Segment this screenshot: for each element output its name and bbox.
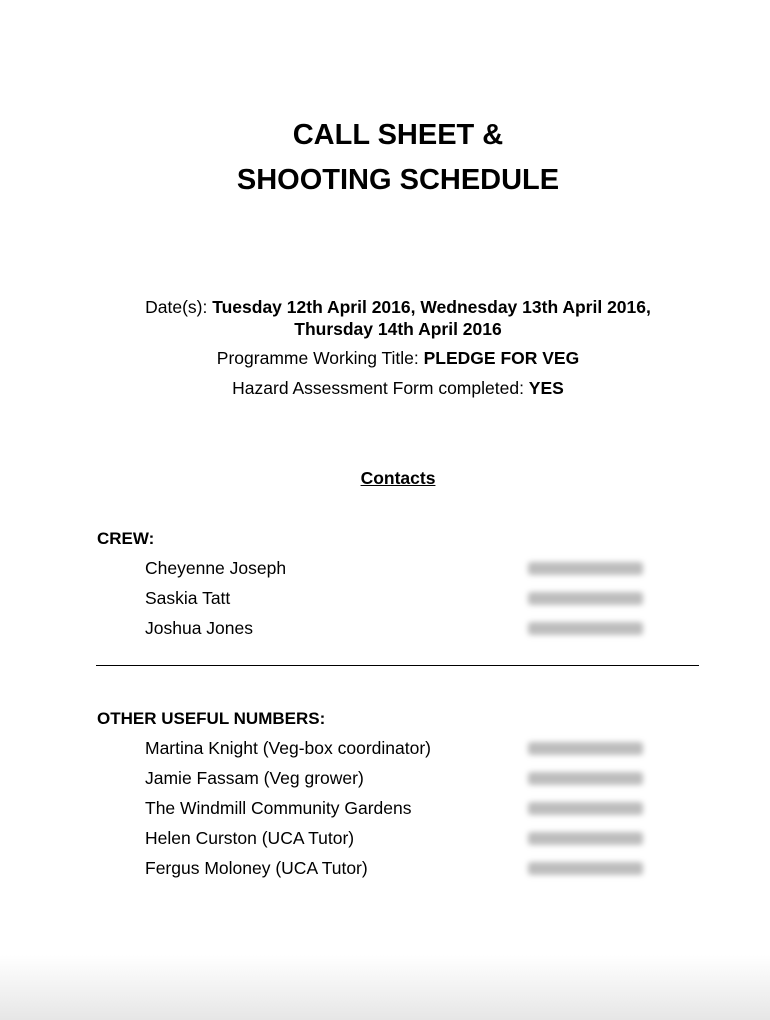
hazard-label: Hazard Assessment Form completed:	[232, 378, 529, 398]
hazard-assessment	[0, 378, 770, 399]
title-line-2: SHOOTING SCHEDULE	[236, 164, 560, 196]
redacted-phone	[528, 802, 643, 815]
page-bottom-shadow	[0, 955, 770, 1020]
dates-value-1: Tuesday 12th April 2016, Wednesday 13th April 2016,	[212, 297, 651, 317]
contact-name: Helen Curston (UCA Tutor)	[145, 828, 355, 848]
redacted-phone	[528, 562, 643, 575]
crew-name: Joshua Jones	[145, 618, 253, 638]
contact-name: Martina Knight (Veg-box coordinator)	[145, 738, 431, 758]
contact-name: Fergus Moloney (UCA Tutor)	[145, 858, 368, 878]
crew-name: Cheyenne Joseph	[145, 558, 287, 578]
programme-title	[0, 348, 770, 369]
contacts-heading: Contacts	[360, 468, 436, 488]
redacted-phone	[528, 862, 643, 875]
redacted-phone	[528, 832, 643, 845]
hazard-value: YES	[528, 378, 564, 398]
divider	[96, 665, 699, 666]
contact-name: Jamie Fassam (Veg grower)	[145, 768, 364, 788]
redacted-phone	[528, 622, 643, 635]
crew-heading: CREW:	[97, 529, 155, 548]
contact-name: The Windmill Community Gardens	[145, 798, 412, 818]
dates-label: Date(s):	[145, 297, 213, 317]
redacted-phone	[528, 742, 643, 755]
dates	[0, 296, 770, 340]
dates-value-2: Thursday 14th April 2016	[294, 319, 502, 339]
title-line-1: CALL SHEET &	[292, 119, 504, 151]
other-numbers-heading: OTHER USEFUL NUMBERS:	[97, 709, 326, 728]
document-title	[0, 113, 770, 203]
redacted-phone	[528, 592, 643, 605]
programme-value: PLEDGE FOR VEG	[423, 348, 580, 368]
redacted-phone	[528, 772, 643, 785]
programme-label: Programme Working Title:	[216, 348, 424, 368]
crew-name: Saskia Tatt	[145, 588, 231, 608]
